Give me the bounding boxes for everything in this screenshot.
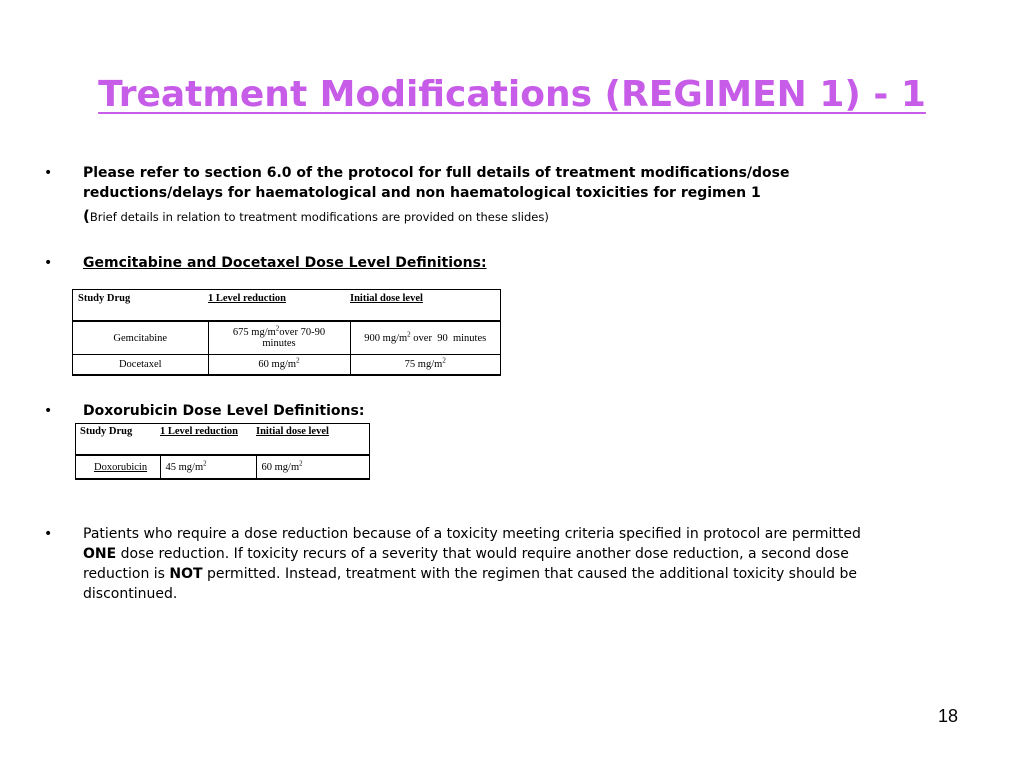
table-row (73, 321, 501, 355)
policy-line-3: reduction is NOT permitted. Instead, treatment with the regimen that caused the additional toxicity should be (83, 566, 858, 582)
dose-reduction-policy (83, 524, 983, 604)
header-level-reduction: 1 Level reduction (208, 290, 350, 322)
gem-doc-heading: Gemcitabine and Docetaxel Dose Level Definitions: (83, 255, 487, 271)
reduction-cell: 675 $mg/m^2over$ 70-90 minutes (208, 321, 350, 355)
drug-cell: Docetaxel (73, 355, 209, 376)
bullet-marker: • (44, 526, 53, 542)
drug-cell: Doxorubicin (76, 455, 161, 479)
slide-title: Treatment Modifications (REGIMEN 1) - 1 (98, 74, 926, 115)
initial-dose-cell: 900 $mg/m^2$ over 90 minutes (350, 321, 501, 355)
bullet-marker: • (44, 255, 53, 271)
protocol-reference-line-2: reductions/delays for haematological and non haematological toxicities for regimen 1 (83, 185, 761, 201)
protocol-reference-line-1: Please refer to section 6.0 of the protocol for full details of treatment modifications/dose (83, 165, 790, 181)
protocol-reference-note (83, 206, 790, 227)
header-study-drug: Study Drug (76, 424, 161, 456)
reduction-cell: 45 $mg/m^2$ (160, 455, 256, 479)
gem-doc-dose-table (72, 289, 501, 376)
policy-line-1: Patients who require a dose reduction because of a toxicity meeting criteria specified in protocol are permitted (83, 526, 861, 542)
header-study-drug: Study Drug (73, 290, 209, 322)
doxorubicin-heading: Doxorubicin Dose Level Definitions: (83, 403, 365, 419)
policy-line-4: discontinued. (83, 586, 178, 602)
note-open-paren: ( (83, 207, 90, 225)
header-initial-dose: Initial dose level (256, 424, 370, 456)
table-header-row (76, 424, 370, 456)
reduction-cell: 60 $mg/m^2$ (208, 355, 350, 376)
bullet-marker: • (44, 165, 53, 181)
page-number: 18 (938, 706, 959, 726)
header-level-reduction: 1 Level reduction (160, 424, 256, 456)
note-text: Brief details in relation to treatment modifications are provided on these slides) (89, 210, 549, 224)
bullet-marker: • (44, 403, 53, 419)
initial-dose-cell: 60 $mg/m^2$ (256, 455, 370, 479)
table-row (76, 455, 370, 479)
table-row (73, 355, 501, 376)
initial-dose-cell: 75 $mg/m^2$ (350, 355, 501, 376)
policy-line-2: ONE dose reduction. If toxicity recurs of a severity that would require another dose reduction, a second dose (83, 546, 849, 562)
table-header-row (73, 290, 501, 322)
doxorubicin-dose-table (75, 423, 370, 480)
drug-cell: Gemcitabine (73, 321, 209, 355)
header-initial-dose: Initial dose level (350, 290, 501, 322)
bullet-protocol-reference (83, 163, 790, 227)
